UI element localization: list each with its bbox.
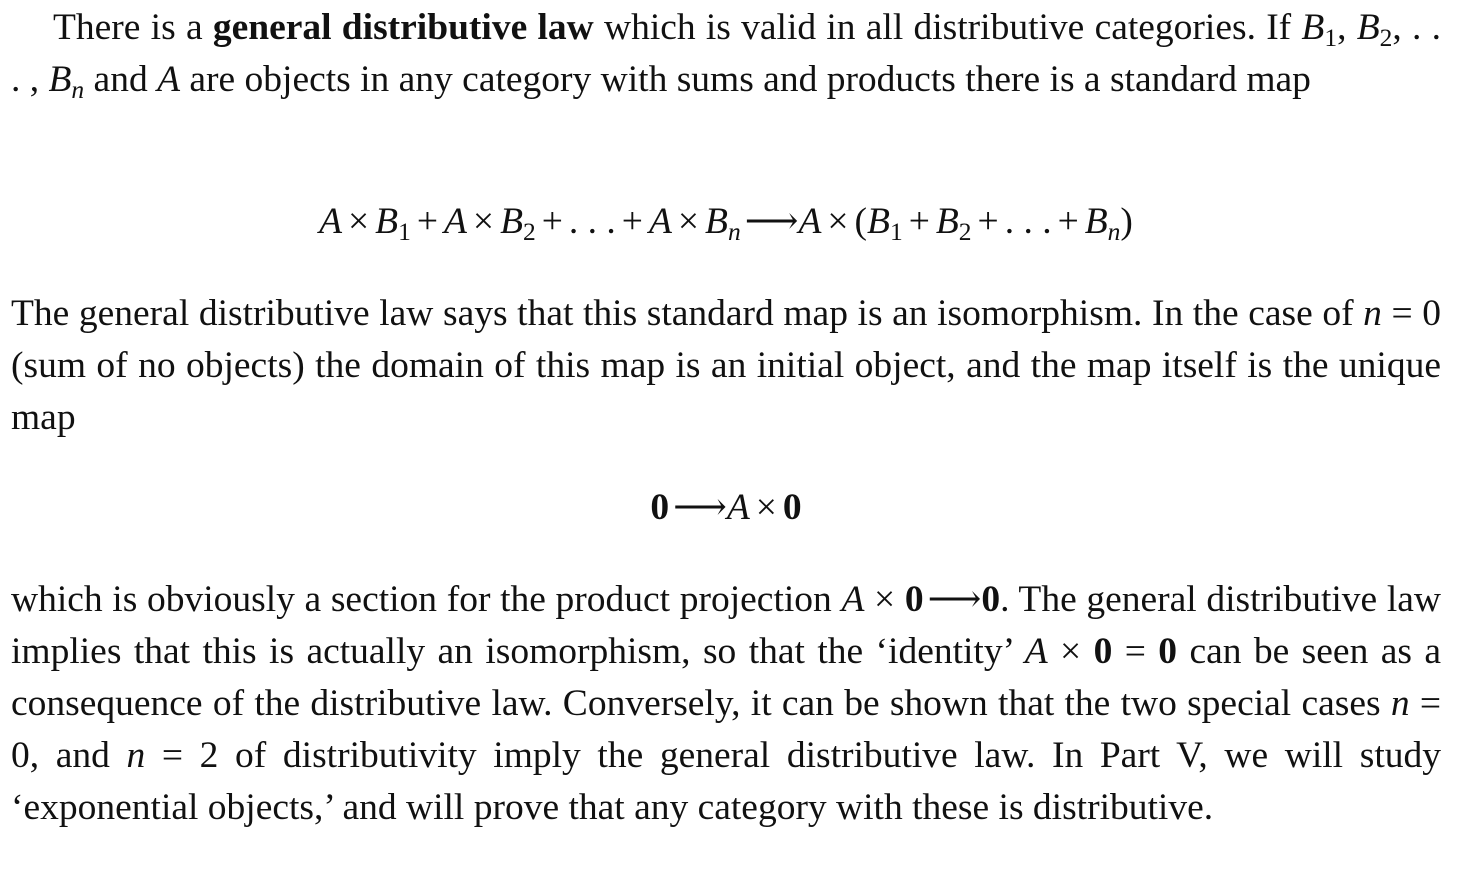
paragraph3-text-d: , and (29, 735, 127, 776)
paragraph1-text-c: are objects in any category with sums and products there is a standard map (180, 59, 1311, 100)
equation-standard-map: $A \times B_1 + A \times B_2$ + . . . + $A \times B_n$ ⟶ $A \times (B_1 + B_2$ + . . . + $B_n$) (319, 201, 1133, 247)
equation-unique-map: 0 ⟶ A × 0 (650, 487, 802, 528)
paragraph3-text-c: can be seen as a consequence of the distributive law. Conversely, it can be shown that the two special cases (11, 631, 1441, 724)
paragraph3-text-b: . The general distributive law implies that this is actually an isomorphism, so that the ‘identity’ (11, 579, 1441, 672)
paragraph1-text-a: There is a (53, 7, 213, 48)
math-product-projection: A × 0 ⟶ 0 (841, 579, 1001, 620)
paragraph2-text-b: (sum of no objects) the domain of this map is an initial object, and the map itself is the unique map (11, 345, 1441, 438)
paragraph3-text-a: which is obviously a section for the product projection (11, 579, 842, 620)
paragraph1-text-b: which is valid in all distributive categories. If (593, 7, 1302, 48)
paragraph-isomorphism (11, 288, 1441, 444)
term-general-distributive-law: general distributive law (212, 7, 594, 48)
paragraph-general-distributive-law (11, 2, 1441, 106)
paragraph3-text-e: of distributivity imply the general distributive law. In Part V, we will study ‘exponential objects,’ and will prove that any category with these is distributive. (11, 735, 1441, 828)
objects-intro-text: $B_1$, $B_2$, . . . , $B_n$ and A (11, 7, 1442, 105)
paragraph-consequence (11, 574, 1441, 834)
math-n-equals-0-case: n = 0 (11, 683, 1441, 776)
document-page (11, 0, 1441, 886)
math-n-equals-0: n = 0 (1363, 293, 1441, 334)
math-identity: A × 0 = 0 (1024, 631, 1178, 672)
paragraph2-text-a: The general distributive law says that this standard map is an isomorphism. In the case of (11, 293, 1364, 334)
math-n-equals-2-case: n = 2 (126, 735, 219, 776)
